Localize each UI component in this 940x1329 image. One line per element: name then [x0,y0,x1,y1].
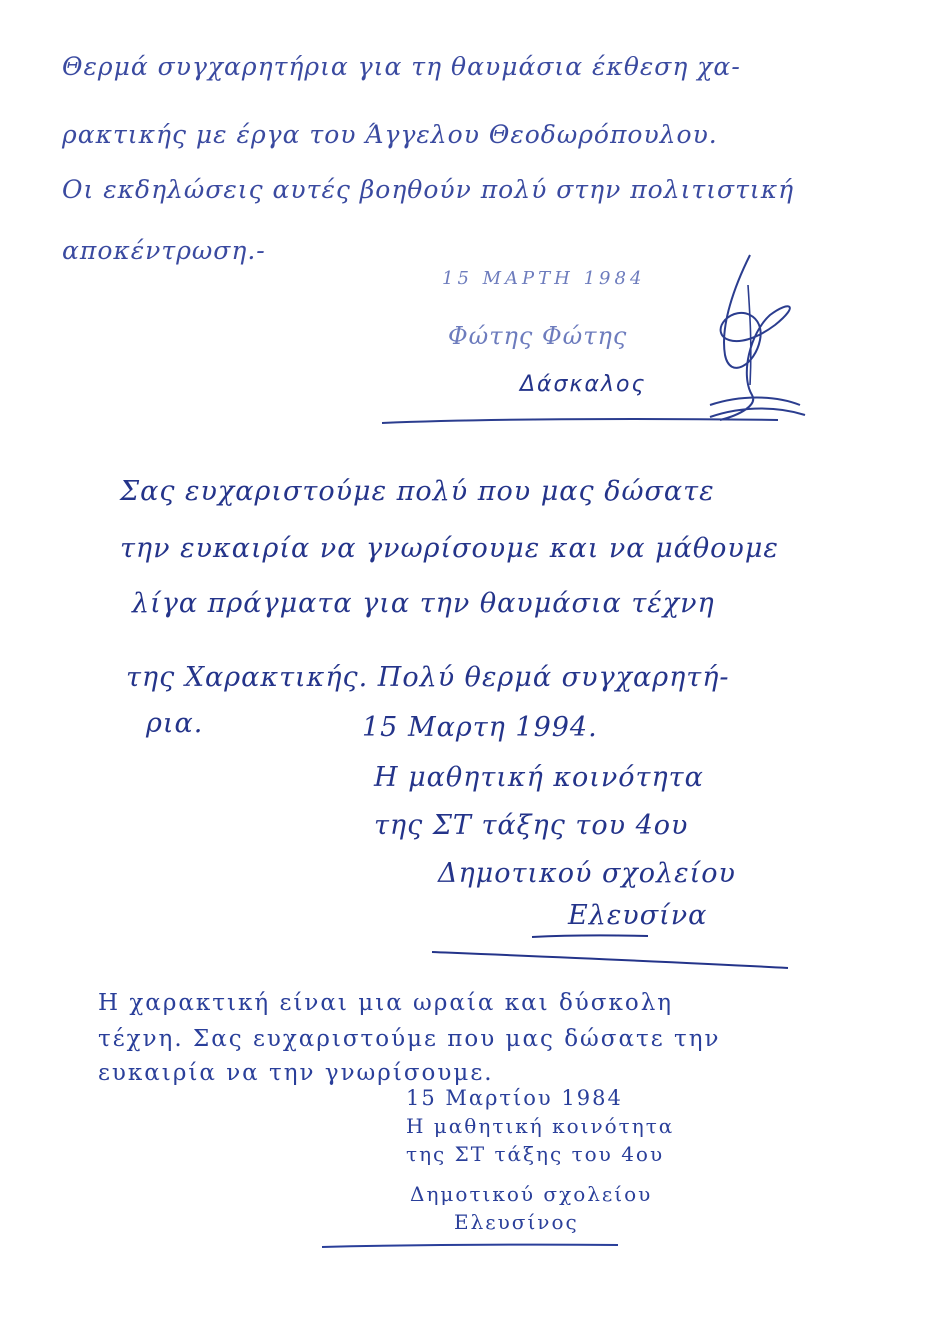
separator-line-2 [430,948,790,972]
entry-2-line-3: λίγα πράγματα για την θαυμάσια τέχνη [132,588,715,619]
entry-3-signoff-2: της ΣΤ τάξης του 4ου [406,1142,665,1166]
entry-2-line-2: την ευκαιρία να γνωρίσουμε και να μάθουμε [120,533,779,564]
entry-3-line-2: τέχνη. Σας ευχαριστούμε που μας δώσατε την [98,1026,721,1052]
entry-1-line-2: ρακτικής με έργα του Άγγελου Θεοδωρόπουλου. [62,120,718,149]
entry-2-signoff-2: της ΣΤ τάξης του 4ου [374,810,689,841]
entry-3-line-3: ευκαιρία να την γνωρίσουμε. [98,1060,494,1086]
entry-1-name: Φώτης Φώτης [448,322,628,350]
entry-2-line-5: ρια. [146,708,204,739]
entry-1-line-1: Θερμά συγχαρητήρια για τη θαυμάσια έκθεση χα- [62,52,741,81]
entry-3-line-1: Η χαρακτική είναι μια ωραία και δύσκολη [98,990,674,1016]
entry-1-line-3: Οι εκδηλώσεις αυτές βοηθούν πολύ στην πολιτιστική [62,175,795,204]
entry-2-signoff-1: Η μαθητική κοινότητα [374,762,704,793]
entry-3-signoff-3: Δημοτικού σχολείου [410,1182,653,1206]
entry-2-signoff-4: Ελευσίνα [568,900,708,931]
separator-line-3 [320,1240,620,1252]
entry-1-date: 15 ΜΑΡΤΗ 1984 [442,268,646,289]
entry-3-signoff-4: Ελευσίνος [454,1210,579,1234]
signature [680,245,820,430]
entry-2-date: 15 Μαρτη 1994. [362,712,598,743]
entry-2-signoff-3: Δημοτικού σχολείου [438,858,736,889]
entry-1-line-4: αποκέντρωση.- [62,236,266,265]
entry-2-line-4: της Χαρακτικής. Πολύ θερμά συγχαρητή- [126,662,730,693]
underline-short [530,932,650,942]
entry-3-date: 15 Μαρτίου 1984 [406,1086,623,1110]
entry-1-title: Δάσκαλος [520,372,647,397]
separator-line-1 [380,415,780,427]
entry-2-line-1: Σας ευχαριστούμε πολύ που μας δώσατε [120,476,715,507]
entry-3-signoff-1: Η μαθητική κοινότητα [406,1114,675,1138]
